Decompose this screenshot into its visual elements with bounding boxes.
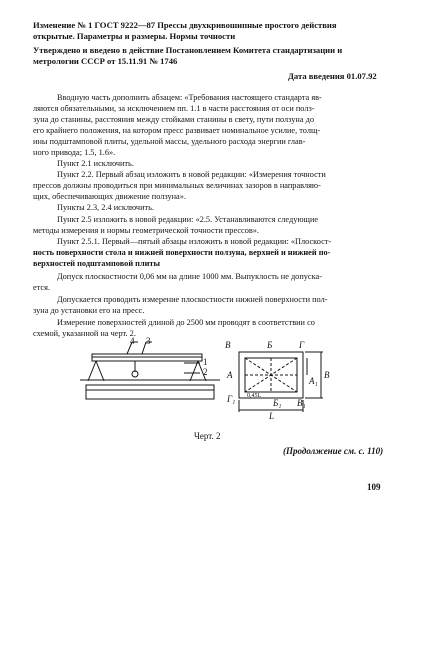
body-line: зуна до станины, расстояния между стойками станины в свету, пути ползуна до: [33, 115, 315, 124]
label-045L: 0,45L: [247, 393, 262, 399]
body-line: Допуск плоскостности 0,06 мм на длине 1000 мм. Выпуклость не допуска-: [57, 272, 322, 281]
body-line: его крайнего положения, на котором пресс развивает номинальное усилие, толщ-: [33, 126, 321, 135]
press-schematic-figure: [80, 336, 220, 414]
body-line: Измерение поверхностей длиной до 2500 мм проводят в соответствии со: [57, 318, 315, 327]
support-left: [88, 361, 96, 381]
body-line: верхностей подштамповой плиты: [33, 259, 160, 268]
label-G-top-right: Г: [299, 340, 305, 350]
label-3: 3: [146, 336, 151, 346]
body-line: Пункт 2.1 исключить.: [57, 159, 134, 168]
continuation-note: (Продолжение см. с. 110): [283, 446, 384, 456]
label-1: 1: [203, 357, 208, 367]
label-B-top: Б: [267, 340, 273, 350]
approval-line2: метрологии СССР от 15.11.91 № 1746: [33, 56, 178, 66]
amendment-title-line2: открытые. Параметры и размеры. Нормы точности: [33, 31, 236, 41]
effective-date: Дата введения 01.07.92: [288, 71, 377, 81]
body-line: Пункт 2.2. Первый абзац изложить в новой редакции: «Измерения точности: [57, 170, 326, 179]
body-line: Пункт 2.5.1. Первый—пятый абзацы изложить в новой редакции: «Плоскост-: [57, 237, 332, 246]
label-4: 4: [130, 336, 135, 346]
body-line: ется.: [33, 283, 50, 292]
label-A: А: [227, 370, 233, 380]
body-line: ины подштамповой плиты, удельной массы, удельного расхода энергии глав-: [33, 137, 306, 146]
body-line: ность поверхности стола и нижней поверхности ползуна, верхней и нижней по-: [33, 248, 331, 257]
measurement-scheme-figure: [225, 340, 335, 422]
body-line: Вводную часть дополнить абзацем: «Требования настоящего стандарта яв-: [57, 93, 322, 102]
body-line: ного привода; 1.5, 1.6».: [33, 148, 116, 157]
figure-caption: Черт. 2: [194, 431, 221, 441]
support-right: [190, 361, 198, 381]
label-B-dim: В: [324, 370, 330, 380]
body-line: прессов должны проводиться при минимальных величинах зазоров в направляю-: [33, 181, 321, 190]
body-line: Допускается проводить измерение плоскостности нижней поверхности пол-: [57, 295, 328, 304]
body-line: ляются обязательными, за исключением пп. 1.1 в части расстояния от оси полз-: [33, 104, 315, 113]
amendment-title-line1: Изменение № 1 ГОСТ 9222—87 Прессы двухкривошипные простого действия: [33, 20, 337, 30]
body-line: Пункт 2.5 изложить в новой редакции: «2.5. Устанавливаются следующие: [57, 215, 319, 224]
body-line: щих, обеспечивающих движение ползуна».: [33, 192, 186, 201]
label-G1: Г₁: [227, 394, 236, 404]
label-L: L: [269, 411, 275, 421]
body-line: схемой, указанной на черт. 2.: [33, 329, 136, 338]
approval-line1: Утверждено и введено в действие Постановлением Комитета стандартизации и: [33, 45, 343, 55]
label-V1: В₁: [297, 398, 306, 408]
body-line: методы измерения и нормы геометрической точности прессов».: [33, 226, 259, 235]
label-B1-bottom: Б₁: [273, 398, 282, 408]
page-number: 109: [367, 482, 381, 492]
label-V-top-left: В: [225, 340, 231, 350]
support-left-2: [96, 361, 104, 381]
body-line: зуна до установки его на пресс.: [33, 306, 145, 315]
label-2: 2: [203, 367, 208, 377]
body-line: Пункты 2.3, 2.4 исключить.: [57, 203, 155, 212]
label-A1: А₁: [309, 376, 318, 386]
base-plate: [86, 385, 214, 399]
